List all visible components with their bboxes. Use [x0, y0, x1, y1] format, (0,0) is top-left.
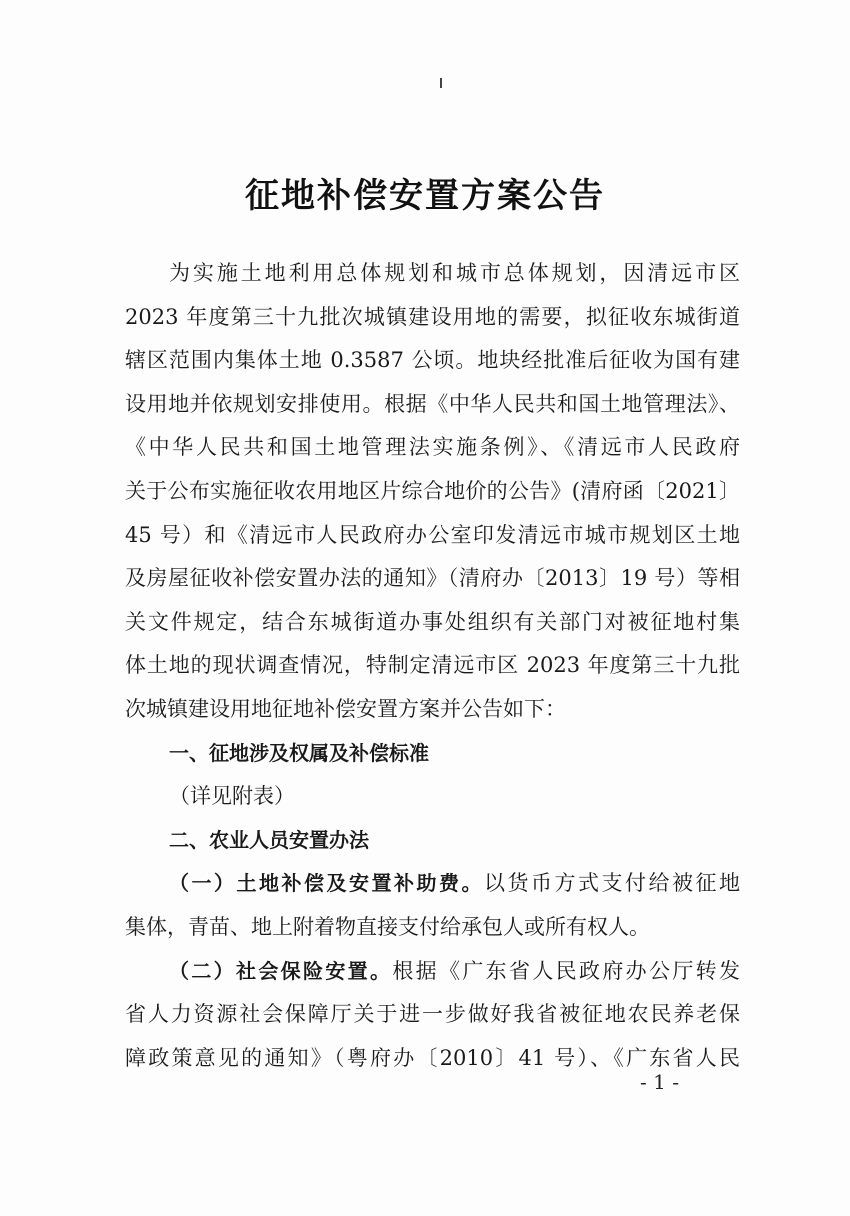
subsection-text: 以货币方式支付给被征地	[484, 871, 740, 896]
paragraph-line: 次城镇建设用地征地补偿安置方案并公告如下：	[125, 696, 566, 721]
paragraph-line: 2023 年度第三十九批次城镇建设用地的需要，拟征收东城街道	[125, 304, 740, 329]
subsection-label: （二）社会保险安置。	[169, 958, 393, 983]
paragraph-line: 辖区范围内集体土地 0.3587 公顷。地块经批准后征收为国有建	[125, 348, 740, 373]
section-heading: 一、征地涉及权属及补偿标准	[169, 740, 429, 765]
page-number: - 1 -	[640, 1070, 679, 1094]
page-title: 征地补偿安置方案公告	[245, 176, 605, 216]
paragraph-line: 设用地并依规划安排使用。根据《中华人民共和国土地管理法》、	[125, 391, 740, 416]
section-note: （详见附表）	[169, 784, 295, 809]
subsection-label: （一）土地补偿及安置补助费。	[169, 871, 484, 896]
scan-mark	[440, 78, 442, 88]
section-heading: 二、农业人员安置办法	[169, 827, 369, 852]
paragraph-line: 45 号）和《清远市人民政府办公室印发清远市城市规划区土地	[125, 522, 740, 547]
paragraph-line: 关于公布实施征收农用地区片综合地价的公告》(清府函〔2021〕	[125, 478, 740, 503]
subsection-item-2	[125, 950, 740, 994]
paragraph-line: 省人力资源社会保障厅关于进一步做好我省被征地农民养老保	[125, 1002, 740, 1027]
document-body	[125, 252, 740, 1080]
paragraph-line: 为实施土地利用总体规划和城市总体规划，因清远市区	[169, 261, 740, 285]
paragraph-line: 《中华人民共和国土地管理法实施条例》、《清远市人民政府	[125, 435, 740, 460]
paragraph-line: 体土地的现状调查情况，特制定清远市区 2023 年度第三十九批	[125, 653, 740, 678]
paragraph-line: 集体，青苗、地上附着物直接支付给承包人或所有权人。	[125, 914, 650, 939]
subsection-item-1	[125, 862, 740, 906]
paragraph-line: 关文件规定，结合东城街道办事处组织有关部门对被征地村集	[125, 609, 740, 634]
paragraph-line: 障政策意见的通知》（粤府办〔2010〕41 号）、《广东省人民	[125, 1045, 740, 1070]
paragraph-line: 及房屋征收补偿安置办法的通知》（清府办〔2013〕19 号）等相	[125, 566, 740, 591]
subsection-text: 根据《广东省人民政府办公厅转发	[392, 958, 741, 983]
